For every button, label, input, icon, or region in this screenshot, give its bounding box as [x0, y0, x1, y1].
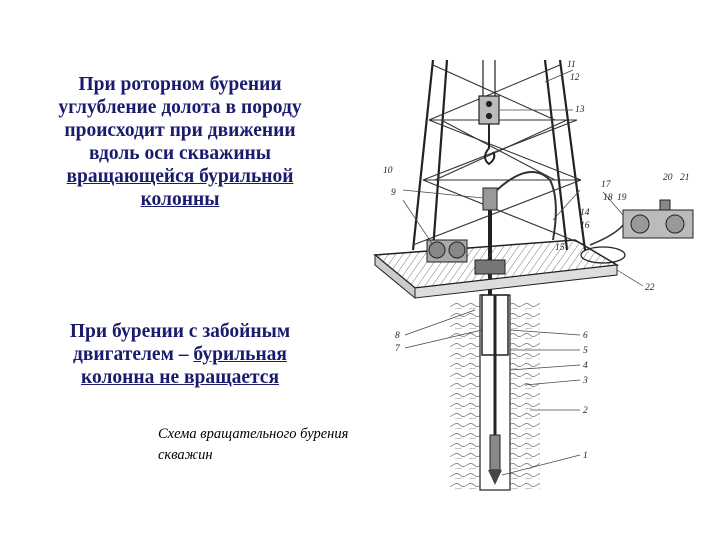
label-20: 20 [663, 173, 673, 183]
rotary-drilling-paragraph [10, 73, 350, 211]
label-8: 8 [395, 331, 400, 341]
label-18: 18 [603, 193, 613, 203]
label-2: 2 [583, 406, 588, 416]
label-11: 11 [567, 60, 576, 70]
derrick-tower [413, 60, 585, 250]
label-3: 3 [583, 376, 588, 386]
p2-line2 [10, 343, 350, 366]
p1-line2: углубление долота в породу [58, 97, 302, 118]
label-10: 10 [383, 166, 393, 176]
p1-line4: вдоль оси скважины [88, 143, 272, 164]
label-12: 12 [570, 73, 580, 83]
label-5: 5 [583, 346, 588, 356]
rotary-drilling-rig-diagram [355, 40, 720, 500]
label-14: 14 [580, 208, 590, 218]
label-19: 19 [617, 193, 627, 203]
p2-line1: При бурении с забойным [69, 321, 291, 342]
label-4: 4 [583, 361, 588, 371]
label-22: 22 [645, 283, 655, 293]
label-9: 9 [391, 188, 396, 198]
label-15: 15 [555, 243, 565, 253]
caption-line2: скважин [158, 447, 213, 463]
p1-line3: происходит при движении [64, 120, 296, 141]
label-6: 6 [583, 331, 588, 341]
p2-line2-b: бурильная [193, 344, 287, 365]
drawworks [427, 240, 467, 262]
label-16: 16 [580, 221, 590, 231]
engine-unit [623, 200, 693, 238]
p1-line1: При роторном бурении [78, 74, 282, 95]
swivel [483, 188, 497, 210]
p2-line3: колонна не вращается [80, 367, 280, 388]
caption-line1: Схема вращательного бурения [158, 426, 349, 442]
mud-line [590, 225, 623, 245]
label-21: 21 [680, 173, 690, 183]
label-1: 1 [583, 451, 588, 461]
label-7: 7 [395, 344, 400, 354]
p1-line6: колонны [140, 189, 220, 210]
rotary-table [475, 260, 505, 274]
label-17: 17 [601, 180, 611, 190]
p2-line2-a: двигателем – [73, 344, 194, 365]
label-13: 13 [575, 105, 585, 115]
drill-collar [490, 435, 500, 470]
p1-line5: вращающейся бурильной [66, 166, 294, 187]
downhole-motor-paragraph [10, 320, 350, 389]
derrick-bracing [413, 65, 585, 245]
